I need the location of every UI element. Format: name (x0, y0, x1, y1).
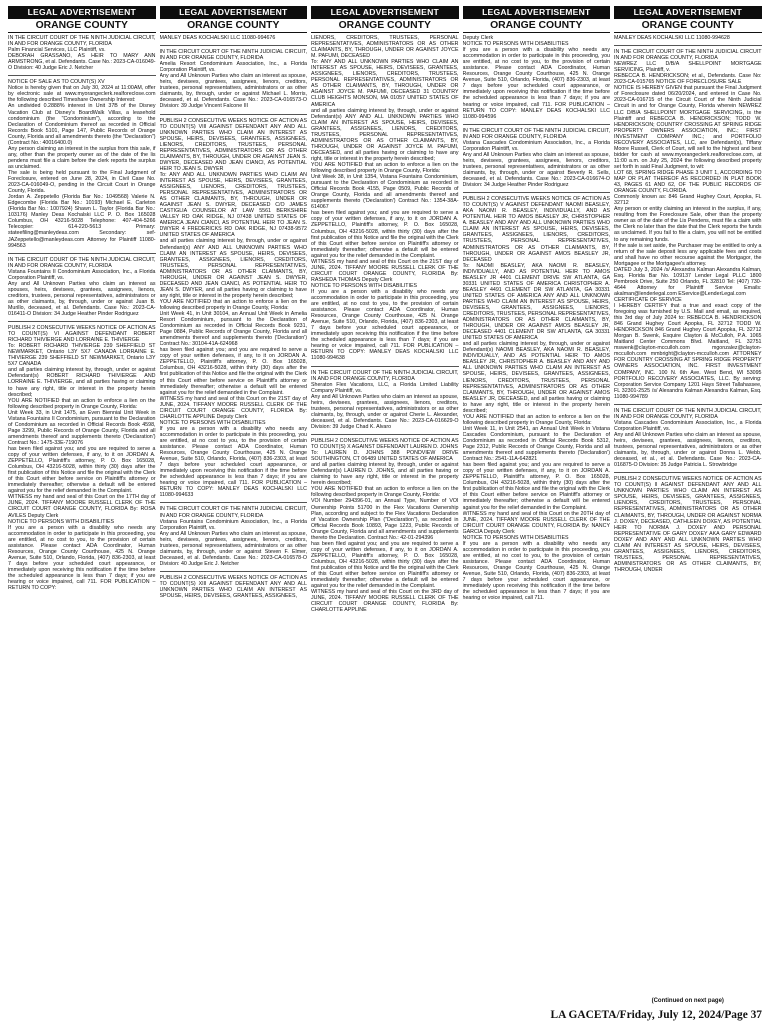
notice-paragraph: Any and All Unknown Parties who claim an interest as spouses, heirs, devisees, grantees, assignees, lienors, creditors, trustees, personal representatives, administrators or as other claimants, by, through, under or against Juan B. Murillo, deceased, et al. Defendants. Case No.: 2023-CA-016411-O Division: 34 Judge Heather Pinder Rodriguez (8, 280, 156, 318)
notice-paragraph: PUBLISH 2 CONSECUTIVE WEEKS NOTICE OF ACTION AS TO COUNT(S) II AGAINST DEFENDANT ANY AND ALL UNKNOWN PARTIES WHO CLAIM AN INTEREST AS SPOUSE, HEIRS, DEVISEES, GRANTEES, ASSIGNEES, LIENORS, CREDITORS, TRUSTEES, PERSONAL REPRESENTATIVES, ADMINISTRATORS OR AS OTHER CLAIMANTS, BY, THROUGH, UNDER OR AGAINST NORMA J. DOXEY, DECEASED, CATHLEEN DOXEY, AS POTENTIAL HEIR TO NORMA J. DOXEY AND PERSONAL REPRESENTATIVE OF GARY DOXEY AKA GARY EDWARD DOXEY AND ANY AND ALL UNKNOWN PARTIES WHO CLAIM AN INTEREST AS SPOUSE, HEIRS, DEVISEES, GRANTEES, ASSIGNEES, LIENORS, CREDITORS, TRUSTEES, PERSONAL REPRESENTATIVES, ADMINISTRATORS OR AS OTHER CLAIMANTS, BY, THROUGH, UNDER (614, 476, 762, 573)
column-body (8, 35, 156, 1004)
notice-paragraph: Deputy Clerk (462, 35, 494, 41)
notice-separator (8, 321, 156, 322)
notice-paragraph: Unit Week 38, in Unit 1354, Vistana Fountains Condominium, pursuant to the Declaration of Condominium as recorded in Official Records Book 4155, Page 0509, Public Records of Orange County, Florida and all amendments thereof and supplements thereto ('Declaration') Contract No.: 1354-38A-614067 (311, 174, 459, 211)
notice-separator (160, 114, 308, 115)
notice-paragraph: IN THE CIRCUIT COURT OF THE NINTH JUDICIAL CIRCUIT, IN AND FOR ORANGE COUNTY, FLORIDA (8, 256, 156, 269)
notice-paragraph: LOT 68, SPRING RIDGE PHASE 3 UNIT 1, ACCORDING TO MAP OR PLAT THEREOF AS RECORDED IN PLAT BOOK 43, PAGES 61 AND 62, OF THE PUBLIC RECORDS OF ORANGE COUNTY, FLORIDA. (614, 169, 762, 195)
notice-paragraph: Commonly known as: 846 Grand Hughey Court, Apopka, FL 32712 (614, 194, 762, 207)
notice-paragraph: DATED July 3, 2024 /s/ Alexandra Kalman Alexandra Kalman, Esq. Florida Bar No. 109137 Lender Legal PLLC 1800 Pembrook Drive, Suite 250 Orlando, FL 32810 Tel: (407) 730-4644 Attorney for Plaintiff Service Emails: akalman@lenderlegal.com EService@LenderLegal.com (614, 266, 762, 297)
notice-paragraph: Vistana Cascades Condominium Association, Inc., a Florida Corporation Plaintiff, vs. (614, 419, 762, 432)
notice-paragraph: and all parties claiming interest by, through, under or against Defendant(s) ANY AND ALL UNKNOWN PARTIES WHO CLAIM AN INTEREST AS SPOUSE, HEIRS, DEVISEES, GRANTEES, ASSIGNEES, LIENORS, CREDITORS, TRUSTEES, PERSONAL REPRESENTATIVES, ADMINISTRATORS OR AS OTHER CLAIMANTS, BY, THROUGH, UNDER OR AGAINST JEAN S. DWYER, DECEASED AND JEAN CIANCI, AS POTENTIAL HEIR TO JEAN S. DWYER, and all parties having or claiming to have any right, title or interest in the property herein described; (159, 238, 307, 299)
notice-paragraph: has been filed against you; and you are required to serve a copy of your written defenses, if any, to it on JORDAN A. ZEPPETELLO, Plaintiff's attorney, P. O. Box 165028, Columbus, OH 43216-5028, within thirty (30) days after the first publication of this Notice and file the original with the Clerk of this Court either before service on Plaintiff's attorney or immediately thereafter; otherwise a default will be entered against you for the relief demanded in the Complaint. (462, 462, 610, 511)
notice-paragraph: PUBLISH 2 CONSECUTIVE WEEKS NOTICE OF ACTION AS TO COUNT(S) XIII AGAINST DEFENDANT ANY AND ALL UNKNOWN PARTIES WHO CLAIM AN INTEREST AS SPOUSE, HEIRS, DEVISEES, GRANTEES, ASSIGNEES, (159, 574, 307, 600)
notice-separator (463, 192, 611, 193)
column-body (614, 35, 762, 996)
notice-paragraph: WITNESS my hand and seal of this Court on the 20TH day of JUNE, 2024. TIFFANY MOORE RUSSELL CLERK OF THE CIRCUIT COURT ORANGE COUNTY, FLORIDA By: NANCY GARCIA Deputy Clerk (462, 510, 610, 535)
notice-paragraph: YOU ARE NOTIFIED that an action to enforce a lien on the following described property in Orange County, Florida: (8, 397, 156, 410)
column-body (463, 35, 611, 1004)
notice-paragraph: IN THE CIRCUIT COURT OF THE NINTH JUDICIAL CIRCUIT, IN AND FOR ORANGE COUNTY, FLORIDA (311, 369, 459, 382)
ad-column-2 (160, 6, 308, 1004)
notice-paragraph: Amelia Resort Condominium Association, Inc., a Florida Corporation Plaintiff, vs. (159, 61, 307, 74)
notice-paragraph: IN THE CIRCUIT COURT OF THE NINTH JUDICIAL CIRCUIT, IN AND FOR ORANGE COUNTY, FLORIDA (614, 407, 762, 420)
notice-separator (614, 45, 762, 46)
notice-paragraph: Any person or entity claiming an interest in the surplus, if any, resulting from the Foreclosure Sale, other than the property owner as of the date of the Lis Pendens, must file a claim with the Clerk no later than the date that the Clerk reports the funds as unclaimed. If you fail to file a claim, you will not be entitled to any remaining funds. (614, 206, 762, 243)
ad-column-4 (463, 6, 611, 1004)
notice-paragraph: PUBLISH 2 CONSECUTIVE WEEKS NOTICE OF ACTION AS TO COUNT(S) V AGAINST DEFENDANT NAOMI BEASLEY, AKA NAOMI R. BEASLEY, INDIVIDUALLY, AND AS POTENTIAL HEIR TO AMOS BEASLEY JR, CHRISTOPHER A. BEASLEY AND ANY AND ALL UNKNOWN PARTIES WHO CLAIM AN INTEREST AS SPOUSE, HEIRS, DEVISEES, GRANTEES, ASSIGNEES, LIENORS, CREDITORS, TRUSTEES, PERSONAL REPRESENTATIVES, ADMINISTRATORS OR AS OTHER CLAIMANTS, BY, THROUGH, UNDER OR AGAINST AMOS BEASLEY JR, DECEASED (462, 196, 610, 263)
notice-paragraph: NOTICE TO PERSONS WITH DISABILITIES (159, 419, 266, 426)
notice-paragraph: PUBLISH 2 CONSECUTIVE WEEKS NOTICE OF ACTION AS TO COUNT(S) X AGAINST DEFENDANT LAUREN D. JOHNS (311, 438, 459, 451)
notice-paragraph: PUBLISH 2 CONSECUTIVE WEEKS NOTICE OF ACTION AS TO COUNT(S) VIII AGAINST DEFENDANT ANY AND ALL UNKNOWN PARTIES WHO CLAIM AN INTEREST AS SPOUSE, HEIRS, DEVISEES, GRANTEES, ASSIGNEES, LIENORS, CREDITORS, TRUSTEES, PERSONAL REPRESENTATIVES, ADMINISTRATORS OR AS OTHER CLAIMANTS, BY, THROUGH, UNDER OR AGAINST JEAN S. DWYER, DECEASED AND JEAN CIANCI, AS POTENTIAL HEIR TO JEAN S. DWYER (159, 117, 307, 172)
notice-paragraph: Any person claiming an interest in the surplus from this sale, if any, other than the property owner as of the date of the lis pendens must file a claim before the clerk reports the surplus as unclaimed. (8, 145, 156, 170)
notice-paragraph: If you are a person with a disability who needs any accommodation in order to participate in this proceeding, you are entitled, at no cost to you, to the provision of certain assistance. Please contact ADA Coordinator, Human Resources, Orange County Courthouse, 425 N. Orange Avenue, Suite 510, Orlando, Florida, (407) 836-2303, at least 7 days before your scheduled court appearance, or immediately upon receiving this notification if the time before the scheduled appearance is less than 7 days; if you are hearing or voice impaired, call 711. FOR PUBLICATION – RETURN TO COPY: (8, 524, 156, 592)
notice-paragraph: If you are a person with a disability who needs any accommodation in order to participate in this proceeding, you are entitled, at no cost to you, to the provision of certain assistance. Please contact ADA Coordinator, Human Resources, Orange County Courthouse, 425 N. Orange Avenue, Suite 510, Orlando, Florida, (407) 836-2303, at least 7 days before your scheduled court appearance, or immediately upon receiving this notification if the time before the scheduled appearance is less than 7 days; if you are hearing or voice impaired, call 711. FOR PUBLICATION – RETURN TO COPY: MANLEY DEAS KOCHALSKI LLC 11080-994596 (462, 47, 610, 120)
notice-paragraph: IN THE CIRCUIT COURT OF THE NINTH JUDICIAL CIRCUIT, IN AND FOR ORANGE COUNTY, FLORIDA (8, 35, 156, 48)
notice-paragraph: An undivided 0.2888% interest in Unit 37B of the Disney Vacation Club at Disney's BoardWalk Villas, a leasehold condominium (the "Condominium"), according to the Declaration of Condominium thereof as recorded in Official Records Book 5101, Page 147, Public Records of Orange County, Florida and all amendments thereto (the "Declaration") (Contract No.: 40016400.0) (8, 103, 156, 146)
notice-paragraph: To: LAUREN D. JOHNS 388 PONDVIEW DRIVE SOUTHINGTON, CT 06489 UNITED STATES OF AMERICA (311, 450, 459, 463)
notice-paragraph: has been filed against you; and you are required to serve a copy of your written defenses, if any, to it on JORDAN A. ZEPPETELLO, Plaintiff's attorney, P. O. Box 165028, Columbus, OH 43216-5028, within thirty (30) days after the first publication of this Notice and file the original with the Clerk of this Court either before service on Plaintiff's attorney or immediately thereafter; otherwise a default will be entered against you for the relief demanded in the Complaint. (311, 210, 459, 259)
column-body (160, 35, 308, 1004)
notice-paragraph: Unit Week 11, in Unit 2541, an Annual Unit Week in Vistana Cascades Condominium, pursuant to the Declaration of Condominium as recorded in Official Records Book 5312, Page 2312, Public Records of Orange County, Florida and all amendments thereof and supplements thereto ('Declaration') Contract No.: 2541-11A-642821 (462, 425, 610, 463)
ad-column-5 (614, 6, 762, 1004)
notice-paragraph: Notice is hereby given that on July 30, 2024 at 11:00AM, offer by electronic sale at www.myorangeclerk.realforeclose.com the following described Timeshare Ownership Interest: (8, 85, 156, 104)
notice-paragraph: To: NAOMI BEASLEY, AKA NAOMI R. BEASLEY, INDIVIDUALLY, AND AS POTENTIAL HEIR TO AMOS BEASLEY JR 4401 CLEMENT DRIVE SW ATLANTA, GA 30331 UNITED STATES OF AMERICA CHRISTOPHER A. BEASLEY 4491 CLEMENT DR SW ATLANTA, GA 30331 UNITED STATES OF AMERICA ANY AND ALL UNKNOWN PARTIES WHO CLAIM AN INTEREST AS SPOUSE, HEIRS, DEVISEES, GRANTEES, ASSIGNEES, LIENORS, CREDITORS, TRUSTEES, PERSONAL REPRESENTATIVES, ADMINISTRATORS OR AS OTHER CLAIMANTS, BY, THROUGH, UNDER OR AGAINST AMOS BEASLEY JR, DECEASED 4401 CLEMENT DR SW ATLANTA, GA 30331 UNITED STATES OF AMERICA (462, 262, 610, 342)
notice-paragraph: MANLEY DEAS KOCHALSKI LLC 11080-994628 (614, 35, 730, 41)
column-body (311, 35, 459, 1004)
notice-separator (160, 45, 308, 46)
newspaper-page (8, 6, 762, 1004)
notice-paragraph: Sheraton Flex Vacations, LLC, a Florida Limited Liability Company Plaintiff, vs. (311, 381, 459, 394)
notice-paragraph: Any and All Unknown Parties who claim an interest as spouse, heirs, devisees, grantees, assignees, lienors, creditors, trustees, personal representatives, administrators or as other claimants, by, through, under or against Donna L. Webb, deceased, et al., et al. Defendants. Case No.: 2023-CA-016875-O Division: 35 Judge Patricia L. Strowbridge (614, 431, 762, 469)
notice-paragraph: Palm Financial Services, LLC Plaintiff, vs. (8, 47, 106, 54)
ad-column-3 (311, 6, 459, 1004)
legal-advertisement-header: LEGAL ADVERTISEMENT (8, 6, 156, 19)
notice-paragraph: IN THE CIRCUIT COURT OF THE NINTH JUDICIAL CIRCUIT, IN AND FOR ORANGE COUNTY, FLORIDA (159, 49, 307, 62)
notice-paragraph: REBECCA B. HENDRICKSON; et al., Defendants. Case No: 2023-CA-015765 NOTICE OF FORECLOSURE SALE (614, 73, 762, 86)
notice-separator (463, 124, 611, 125)
notice-paragraph: and all parties claiming interest by, through, under or against Defendant(s) LAUREN D. JOHNS, and all parties having or claiming to have any right, title or interest in the property herein described; (311, 462, 459, 487)
notice-paragraph: has been filed against you; and you are required to serve a copy of your written defenses, if any, to it on JORDAN A. ZEPPETELLO, Plaintiff's attorney, P. O. Box 165028, Columbus, OH 43216-5028, within thirty (30) days after the first publication of this Notice and file the original with the Clerk of this Court either before service on Plaintiff's attorney or immediately thereafter; otherwise a default will be entered against you for the relief demanded in the Complaint. (311, 540, 459, 590)
legal-advertisement-header: LEGAL ADVERTISEMENT (160, 6, 308, 19)
notice-separator (160, 571, 308, 572)
notice-paragraph: Vistana Fountains II Condominium Association, Inc., a Florida Corporation Plaintiff, vs. (8, 268, 156, 281)
notice-paragraph: PUBLISH 2 CONSECUTIVE WEEKS NOTICE OF ACTION AS TO COUNT(S) VI AGAINST DEFENDANT ROBERT RICHARD THIVIERGE AND LORRAINE E. THIVIERGE (8, 325, 156, 344)
notice-paragraph: YOU ARE NOTIFIED that an action to enforce a lien on the following described property in Orange County, Florida: (311, 161, 459, 175)
orange-county-subheader: ORANGE COUNTY (8, 19, 156, 33)
notice-paragraph: NOTICE TO PERSONS WITH DISABILITIES (462, 41, 569, 48)
continued-note: (Continued on next page) (651, 998, 724, 1004)
notice-paragraph: IN THE CIRCUIT COURT OF THE NINTH JUDICIAL CIRCUIT IN AND FOR ORANGE COUNTY, FLORIDA (614, 49, 762, 62)
notice-separator (614, 404, 762, 405)
notice-paragraph: If you are a person with a disability who needs any accommodation in order to participate in this proceeding, you are entitled, at no cost to you, to the provision of certain assistance. Please contact ADA Coordinator, Human Resources, Orange County Courthouse, 425 N. Orange Avenue, Suite 510, Orlando, Florida, (407) 836-2303, at least 7 days before your scheduled court appearance, or immediately upon receiving this notification if the time before the scheduled appearance is less than 7 days; if you are hearing or voice impaired, call 711. FOR PUBLICATION – RETURN TO COPY: MANLEY DEAS KOCHALSKI LLC 11080-994633 (159, 425, 307, 499)
notice-paragraph: WITNESS my hand and seal of this Court on the 21ST day of JUNE, 2024. TIFFANY MOORE RUSSELL CLERK OF THE CIRCUIT COURT ORANGE COUNTY, FLORIDA By: CHARLOTTE APPLINE Deputy Clerk (159, 395, 307, 420)
notice-paragraph: If you are a person with a disability who needs any accommodation in order to participate in this proceeding, you are entitled, at no cost to you, to the provision of certain assistance. Please contact ADA Coordinator, Human Resources, Orange County Courthouse, 425 N. Orange Avenue, Suite 510, Orlando, Florida, (407) 836-2303, at least 7 days before your scheduled court appearance, or immediately upon receiving this notification if the time before the scheduled appearance is less than 7 days; if you are hearing or voice impaired, call 711. (462, 540, 610, 602)
notice-paragraph: IN THE CIRCUIT COURT OF THE NINTH JUDICIAL CIRCUIT, IN AND FOR ORANGE COUNTY, FLORIDA (462, 127, 610, 140)
legal-advertisement-header: LEGAL ADVERTISEMENT (463, 6, 611, 19)
notice-paragraph: and all parties claiming interest by, through, under or against Defendant(s) ROBERT RICHARD THIVIERGE AND LORRAINE E. THIVIERGE, and all parties having or claiming to have any right, title or interest in the property herein described; (8, 367, 156, 398)
notice-paragraph: To: ANY AND ALL UNKNOWN PARTIES WHO CLAIM AN INTEREST AS SPOUSE, HEIRS, DEVISEES, GRANTEES, ASSIGNEES, LIENORS, CREDITORS, TRUSTEES, PERSONAL REPRESENTATIVES, ADMINISTRATORS OR AS OTHER CLAIMANTS, BY, THROUGH, UNDER OR AGAINST JOYCE M. PAFUMI, DECEASED 31 COUNTRY CLUB HEIGHTS MONSON, MA 01057 UNITED STATES OF AMERICA (311, 59, 459, 108)
notice-separator (614, 472, 762, 473)
notice-paragraph: Any and All Unknown Parties who claim an interest as spouse, heirs, devisees, grantees, assignees, lienors, creditors, trustees, personal representatives, administrators or as other claimants, by, through, under or against Michael L. Morris, deceased, et al. Defendants. Case No.: 2023-CA-016573-O Division: 39 Judge Vincent Falcone III (159, 73, 307, 110)
legal-advertisement-header: LEGAL ADVERTISEMENT (311, 6, 459, 19)
notice-paragraph: Any and All Unknown Parties who claim an interest as spouse, heirs, devisees, grantees, assignees, lienors, creditors, trustees, personal representatives, administrators or as other claimants, by, through, under or against Cherie L. Alexander, deceased, et al. Defendants. Case No.: 2023-CA-016629-O Division: 39 Judge Chad K. Alvaro (311, 393, 459, 430)
notice-paragraph: Unit Week 41, in Unit 30104, an Annual Unit Week in Amelia Resort Condominium, pursuant to the Declaration of Condominium as recorded in Official Records Book 9231, Page 0884, Public Records of Orange County, Florida and all amendments thereof and supplements thereto ('Declaration') Contract No.: 30104-41A-624968 (159, 311, 307, 348)
notice-paragraph: NOTICE IS HEREBY GIVEN that pursuant the Final Judgment of Foreclosure dated 06/20/2024, and entered in Case No. 2023-CA-016715 of the Circuit Court of the Ninth Judicial Circuit in and for Orange County, Florida wherein NEWREZ LLC D/B/A SHELLPOINT MORTGAGE SERVICING, is the Plaintiff and REBECCA B. HENDRICKSON; TODD W. HENDRICKSON; COUNTRY CROSSING AT SPRING RIDGE PROPERTY OWNERS ASSOCIATION, INC.; FIRST INVESTMENT COMPANY INC.; and PORTFOLIO RECOVERY ASSOCIATES, LLC, are Defendant(s), Tiffany Moore Russell, Clerk of Court, will sell to the highest and best bidder for cash at www.myorangeclerk.realforeclose.com, at 11:00 a.m. on July 25, 2024 the following described property set forth in said Final Judgment, to wit: (614, 85, 762, 170)
ad-column-1 (8, 6, 156, 1004)
notice-paragraph: The sale is being held pursuant to the Final Judgment of Foreclosure, entered on June 28, 2024, in Civil Case No. 2023-CA-016049-O, pending in the Circuit Court in Orange County, Florida. (8, 169, 156, 195)
notice-paragraph: NEWREZ LLC D/B/A SHELLPOINT MORTGAGE SERVICING, Plaintiff, v. (614, 61, 762, 74)
notice-paragraph: I HEREBY CERTIFY that a true and exact copy of the foregoing was furnished by U.S. Mail and email, as required, this 3rd day of July 2024 to: REBECCA B. HENDRICKSON 846 Grand Hughey Court Apopka, FL 32712 TODD W. HENDRICKSON 846 Grand Hughey Court Apopka, FL 32712 Morgan B. Swenk, Esquire Clayton & McCulloh, P.A. 1065 Maitland Center Commons Blvd. Maitland, FL 32751 mswenk@clayton-mcculloh.com mgonzalez@clayton-mcculloh.com mmbright@clayton-mcculloh.com ATTORNEY FOR COUNTRY CROSSING AT SPRING RIDGE PROPERTY OWNERS ASSOCIATION, INC. FIRST INVESTMENT COMPANY, INC. 100 N. 6th Ave. West Bend, WI 53095 PORTFOLIO RECOVERY ASSOCIATES, LLC. By serving: Corporation Service Company 1201 Hays Street Tallahassee, FL 32301-2525 /s/ Alexandra Kalman Alexandra Kalman, Esq. 11080-994789 (614, 303, 762, 400)
notice-separator (8, 253, 156, 254)
notice-paragraph: WITNESS my hand and seal of this Court on the 21ST day of JUNE, 2024. TIFFANY MOORE RUSSELL CLERK OF THE CIRCUIT COURT ORANGE COUNTY, FLORIDA By: RASHEDA THOMAS Deputy Clerk (311, 258, 459, 283)
notice-paragraph: Any and All Unknown Parties who claim an interest as spouse, heirs, devisees, grantees, assignees, lienors, creditors, trustees, personal representatives, administrators or as other claimants, by, through, under or against Steven F. Elmer, Deceased, et al. Defendants. Case No.: 2023-CA-016578-O Division: 40 Judge Eric J. Netcher (159, 530, 307, 567)
notice-paragraph: NOTICE TO PERSONS WITH DISABILITIES (8, 518, 115, 525)
notice-paragraph: YOU ARE NOTIFIED that an action to enforce a lien on the following described property in Orange County, Florida: (462, 413, 610, 426)
orange-county-subheader: ORANGE COUNTY (160, 19, 308, 33)
notice-paragraph: To: ANY AND ALL UNKNOWN PARTIES WHO CLAIM AN INTEREST AS SPOUSE, HEIRS, DEVISEES, GRANTEES, ASSIGNEES, LIENORS, CREDITORS, TRUSTEES, PERSONAL REPRESENTATIVES, ADMINISTRATORS OR AS OTHER CLAIMANTS, BY, THROUGH, UNDER OR AGAINST JEAN S. DWYER, DECEASED C/O JAMES CASTIGLIA COUNSELOR AT LAW 5561 BERKSHIRE VALLEY RD OAK RIDGE, NJ 07438 UNITED STATES OF AMERICA JEAN CIANCI, AS POTENTIAL HEIR TO JEAN S. DWYER 4 FREDERICKS RD OAK RIDGE, NJ 07438-9572 UNITED STATES OF AMERICA (159, 171, 307, 239)
orange-county-subheader: ORANGE COUNTY (311, 19, 459, 33)
notice-separator (8, 75, 156, 76)
notice-paragraph: NOTICE OF SALE AS TO COUNT(S) XV (8, 79, 105, 86)
notice-paragraph: YOU ARE NOTIFIED that an action to enforce a lien on the following described property in Orange County, Florida: (311, 486, 459, 499)
notice-paragraph: CERTIFICATE OF SERVICE (614, 296, 682, 303)
notice-paragraph: has been filed against you; and you are required to serve a copy of your written defenses, if any, to it on JORDAN A. ZEPPETELLO, Plaintiff's attorney, P. O. Box 165028, Columbus, OH 43216-5028, within thirty (30) days after the first publication of this Notice and file the original with the Clerk of this Court either before service on Plaintiff's attorney or immediately thereafter; otherwise a default will be entered against you for the relief demanded in the Complaint. (8, 446, 156, 495)
notice-paragraph: MANLEY DEAS KOCHALSKI LLC 11080-994676 (159, 35, 276, 41)
notice-paragraph: If the sale is set aside, the Purchaser may be entitled to only a return of the sale deposit less any applicable fees and costs and shall have no other recourse against the Mortgagor, the Mortgagee or the Mortgagee's attorney. (614, 242, 762, 267)
notice-paragraph: WITNESS my hand and seal of this Court on the 3RD day of JUNE, 2024. TIFFANY MOORE RUSSELL CLERK OF THE CIRCUIT COURT ORANGE COUNTY, FLORIDA By: CHARLOTTE APPLINE (311, 589, 459, 614)
legal-advertisement-header: LEGAL ADVERTISEMENT (614, 6, 762, 19)
notice-paragraph: DEBORAH GRASSANO, AS HEIR TO MARY ANN ARMSTRONG, et al. Defendants. Case No.: 2023-CA-016049-O Division: 40 Judge Eric J. Netcher (8, 53, 156, 72)
notice-paragraph: has been filed against you; and you are required to serve a copy of your written defenses, if any, to it on JORDAN A. ZEPPETELLO, Plaintiff's attorney, P. O. Box 165028, Columbus, OH 43216-5028, within thirty (30) days after the first publication of this Notice and file the original with the Clerk of this Court either before service on Plaintiff's attorney or immediately thereafter; otherwise a default will be entered against you for the relief demanded in the Complaint. (159, 347, 307, 396)
notice-paragraph: and all parties claiming interest by, through, under or against Defendant(s) NAOMI BEASLEY, AKA NAOMI R. BEASLEY, INDIVIDUALLY, AND AS POTENTIAL HEIR TO AMOS BEASLEY JR, CHRISTOPHER A. BEASLEY AND ANY AND ALL UNKNOWN PARTIES WHO CLAIM AN INTEREST AS SPOUSE, HEIRS, DEVISEES, GRANTEES, ASSIGNEES, LIENORS, CREDITORS, TRUSTEES, PERSONAL REPRESENTATIVES, ADMINISTRATORS OR AS OTHER CLAIMANTS, BY, THROUGH, UNDER OR AGAINST AMOS BEASLEY JR, DECEASED, and all parties having or claiming to have any right, title or interest in the property herein described; (462, 341, 610, 414)
notice-paragraph: Any and All Unknown Parties who claim an interest as spouse, heirs, devisees, grantees, assignees, lienors, creditors, trustees, personal representatives, administrators or as other claimants, by, through, under or against Beverly R. Sells, deceased, et al. Defendants. Case No.: 2023-CA-016674-O Division: 34 Judge Heather Pinder Rodriguez (462, 151, 610, 189)
orange-county-subheader: ORANGE COUNTY (614, 19, 762, 33)
notice-paragraph: YOU ARE NOTIFIED that an action to enforce a lien on the following described property in Orange County, Florida: (159, 298, 307, 311)
notice-paragraph: Jordan A. Zeppetello (Florida Bar No.: 1049568) Valerie N. Edgecombe (Florida Bar No.: 10193) Michael E. Carleton (Florida Bar No.: 1007924) Shawn L. Taylor (Florida Bar No.: 103176) Manley Deas Kochalski LLC P. O. Box 165028 Columbus, OH 43216-5028 Telephone: 407-404-5266 Telecopier: 614-220-5613 Primary: stateefiling@manleydeas.com Secondary: sef-JAZeppetello@manleydeas.com Attorney for Plaintiff 11080-994563 (8, 194, 156, 249)
notice-separator (311, 434, 459, 435)
notice-paragraph: NOTICE TO PERSONS WITH DISABILITIES (462, 534, 569, 541)
orange-county-subheader: ORANGE COUNTY (463, 19, 611, 33)
page-footer: LA GACETA/Friday, July 12, 2024/Page 37 (550, 1009, 762, 1021)
notice-separator (311, 366, 459, 367)
notice-paragraph: If you are a person with a disability who needs any accommodation in order to participate in this proceeding, you are entitled, at no cost to you, to the provision of certain assistance. Please contact ADA Coordinator, Human Resources, Orange County Courthouse, 425 N. Orange Avenue, Suite 510, Orlando, Florida, (407) 836-2303, at least 7 days before your scheduled court appearance, or immediately upon receiving this notification if the time before the scheduled appearance is less than 7 days; if you are hearing or voice impaired, call 711. FOR PUBLICATION – RETURN TO COPY: MANLEY DEAS KOCHALSKI LLC 11080-994638 (311, 288, 459, 362)
notice-paragraph: To: ROBERT RICHARD THIVIERGE 239 SHEFFIELD ST NEWMARKET, Ontario L3Y 5X7 CANADA LORRAINE E. THIVIERGE 239 SHEFFIELD ST NEWMARKET, Ontario L3Y 5X7 CANADA (8, 343, 156, 368)
notice-paragraph: VOI Number 294396-01, an Annual Type, Number of VOI Ownership Points 51700 in the Flex Vacations Ownership Plan, according and subject to the Flex Vacations Declaration of Vacation Ownership Plan ("Declaration"), as recorded in Official Records Book 10893, Page 1223, Public Records of Orange County, Florida and all amendments and supplements thereto the Declaration. Contract No.: 42-01-294396 (311, 498, 459, 541)
notice-paragraph: Vistana Fountains Condominium Association, Inc., a Florida Corporation Plaintiff, vs. (159, 518, 307, 531)
notice-separator (160, 502, 308, 503)
notice-paragraph: LIENORS, CREDITORS, TRUSTEES, PERSONAL REPRESENTATIVES, ADMINISTRATORS OR AS OTHER CLAIMANTS, BY, THROUGH, UNDER OR AGAINST JOYCE M. PAFUMI, DECEASED (311, 35, 459, 60)
notice-paragraph: Vistana Cascades Condominium Association, Inc., a Florida Corporation Plaintiff, vs. (462, 139, 610, 152)
notice-paragraph: and all parties claiming interest by, through, under or against Defendant(s) ANY AND ALL UNKNOWN PARTIES WHO CLAIM AN INTEREST AS SPOUSE, HEIRS, DEVISEES, GRANTEES, ASSIGNEES, LIENORS, CREDITORS, TRUSTEES, PERSONAL REPRESENTATIVES, ADMINISTRATORS OR AS OTHER CLAIMANTS, BY, THROUGH, UNDER OR AGAINST JOYCE M. PAFUMI, DECEASED, and all parties having or claiming to have any right, title or interest in the property herein described; (311, 107, 459, 162)
notice-paragraph: WITNESS my hand and seal of this Court on the 17TH day of JUNE, 2024. TIFFANY MOORE RUSSELL CLERK OF THE CIRCUIT COURT ORANGE COUNTY, FLORIDA By: ROSA AVILES Deputy Clerk (8, 494, 156, 519)
notice-paragraph: NOTICE TO PERSONS WITH DISABILITIES (311, 282, 418, 289)
notice-paragraph: Unit Week 33, in Unit 1475, an Even Biennial Unit Week in Vistana Fountains II Condominium, pursuant to the Declaration of Condominium as recorded in Official Records Book 4598, Page 3299, Public Records of Orange County, Florida and all amendments thereof and supplements thereto ('Declaration') Contract No.: 1475-33E-719076 (8, 409, 156, 446)
notice-paragraph: IN THE CIRCUIT COURT OF THE NINTH JUDICIAL CIRCUIT, IN AND FOR ORANGE COUNTY, FLORIDA (159, 506, 307, 519)
